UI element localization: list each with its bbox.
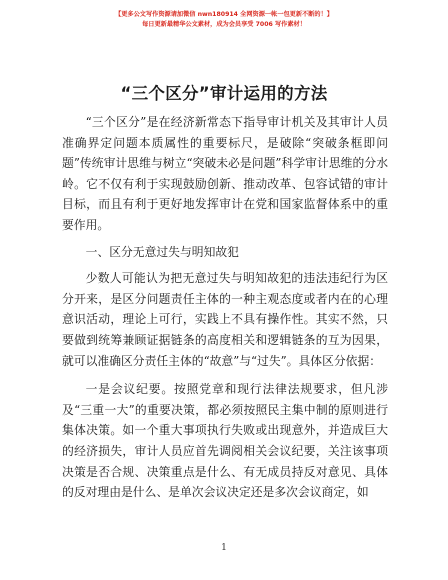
section-heading: 一、区分无意过失与明知故犯 <box>85 244 239 259</box>
page-number: 1 <box>221 543 227 553</box>
promo-banner <box>0 10 448 30</box>
body-paragraph-2: 一是会议纪要。按照党章和现行法律法规要求，但凡涉及“三重一大”的重要决策，都必须按照民主集中制的原则进行集体决策。如一个重大事项执行失败或出现意外，并造成巨大的经济损失，审计人员应首先调阅相关会议纪要，关注该事项决策是否合规、决策重点是什么、有无成员持反对意见、具体的反对理由是什么、是单次会议决定还是多次会议商定，如 <box>62 382 388 500</box>
intro-paragraph: “三个区分”是在经济新常态下指导审计机关及其审计人员准确界定问题本质属性的重要标尺，是破除“突破条框即问题”传统审计思维与树立“突破未必是问题”科学审计思维的分水岭。它不仅有利于实现鼓励创新、推动改革、包容试错的审计目标，而且有利于更好地发挥审计在党和国家监督体系中的重要作用。 <box>62 115 388 232</box>
banner-line-1: 【更多公文写作资源请加微信 nwn180914 全网资源一帐一包更新不断的！】 <box>115 11 333 18</box>
banner-line-2: 每日更新最精华公文素材，成为会员享受 7006 写作素材！ <box>142 21 306 28</box>
document-body <box>62 112 388 503</box>
body-paragraph-1: 少数人可能认为把无意过失与明知故犯的违法违纪行为区分开来，是区分问题责任主体的一种主观态度或者内在的心理意识活动，理论上可行，实践上不具有操作性。其实不然，只要做到统筹兼顾证据链条的高度相关和逻辑链条的互为因果，就可以准确区分责任主体的“故意”与“过失”。具体区分依据： <box>62 271 388 368</box>
document-title: “三个区分”审计运用的方法 <box>120 84 328 103</box>
